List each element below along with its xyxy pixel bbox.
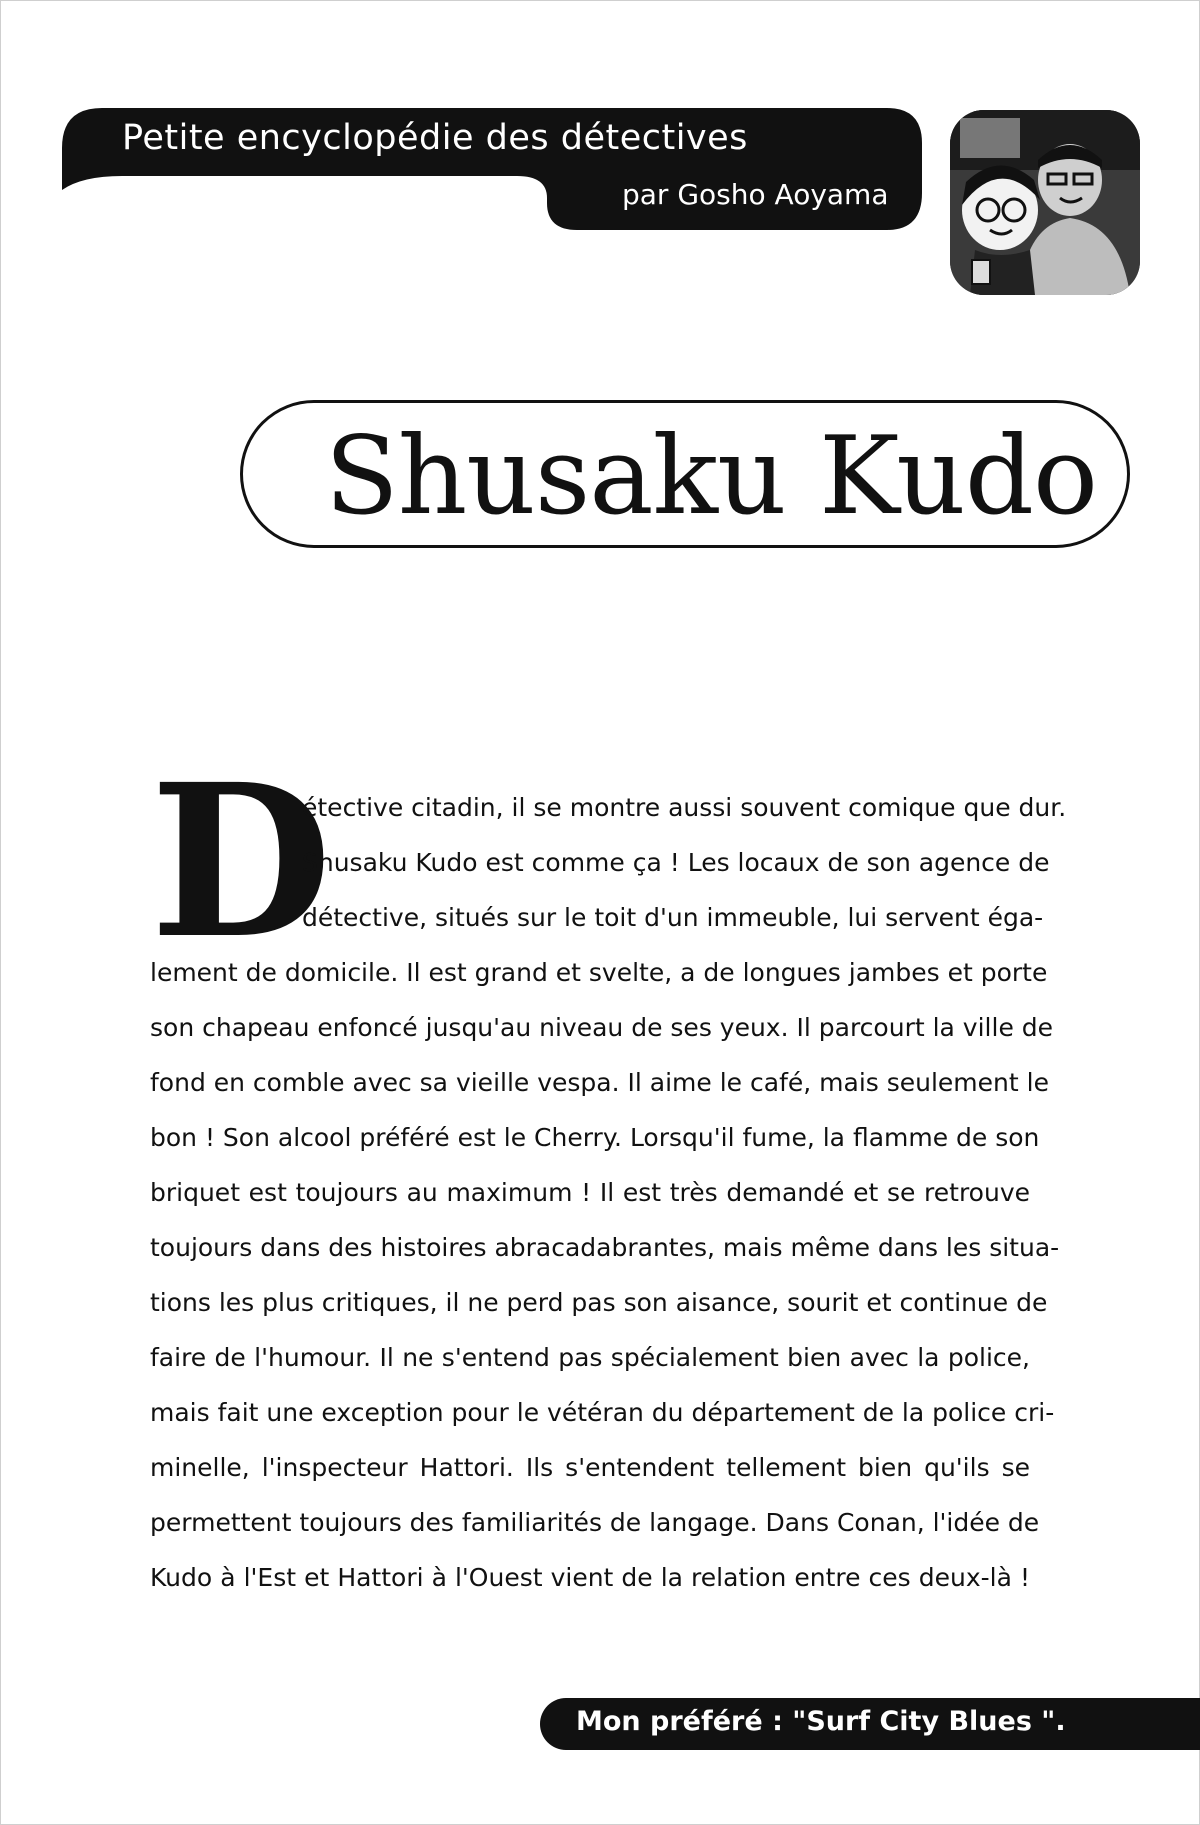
body-line: lement de domicile. Il est grand et svelte, a de longues jambes et porte — [150, 958, 1048, 987]
header-banner — [62, 108, 922, 230]
body-line: minelle, l'inspecteur Hattori. Ils s'entendent tellement bien qu'ils se — [150, 1453, 1030, 1482]
body-line: étective citadin, il se montre aussi souvent comique que dur. — [302, 793, 1067, 822]
author-photo-image — [950, 110, 1140, 295]
body-line: toujours dans des histoires abracadabrantes, mais même dans les situa- — [150, 1233, 1060, 1262]
body-line: faire de l'humour. Il ne s'entend pas spécialement bien avec la police, — [150, 1343, 1030, 1372]
favorite-banner — [540, 1698, 1200, 1750]
author-credit: par Gosho Aoyama — [622, 178, 889, 211]
body-line: bon ! Son alcool préféré est le Cherry. Lorsqu'il fume, la flamme de son — [150, 1123, 1040, 1152]
drop-cap: D — [150, 738, 333, 985]
body-line: permettent toujours des familiarités de langage. Dans Conan, l'idée de — [150, 1508, 1040, 1537]
article-title: Shusaku Kudo — [324, 414, 1097, 539]
favorite-text: Mon préféré : "Surf City Blues ". — [576, 1706, 1066, 1737]
body-line: fond en comble avec sa vieille vespa. Il aime le café, mais seulement le — [150, 1068, 1049, 1097]
author-photo — [950, 110, 1140, 295]
body-line: Kudo à l'Est et Hattori à l'Ouest vient de la relation entre ces deux-là ! — [150, 1563, 1030, 1592]
encyclopedia-title: Petite encyclopédie des détectives — [122, 118, 748, 158]
body-line: détective, situés sur le toit d'un immeuble, lui servent éga- — [302, 903, 1044, 932]
body-line: briquet est toujours au maximum ! Il est très demandé et se retrouve — [150, 1178, 1030, 1207]
body-line: son chapeau enfoncé jusqu'au niveau de ses yeux. Il parcourt la ville de — [150, 1013, 1054, 1042]
body-line: mais fait une exception pour le vétéran du département de la police cri- — [150, 1398, 1055, 1427]
article-title-frame — [240, 400, 1130, 548]
body-line: tions les plus critiques, il ne perd pas son aisance, sourit et continue de — [150, 1288, 1048, 1317]
body-line: Shusaku Kudo est comme ça ! Les locaux de son agence de — [302, 848, 1050, 877]
